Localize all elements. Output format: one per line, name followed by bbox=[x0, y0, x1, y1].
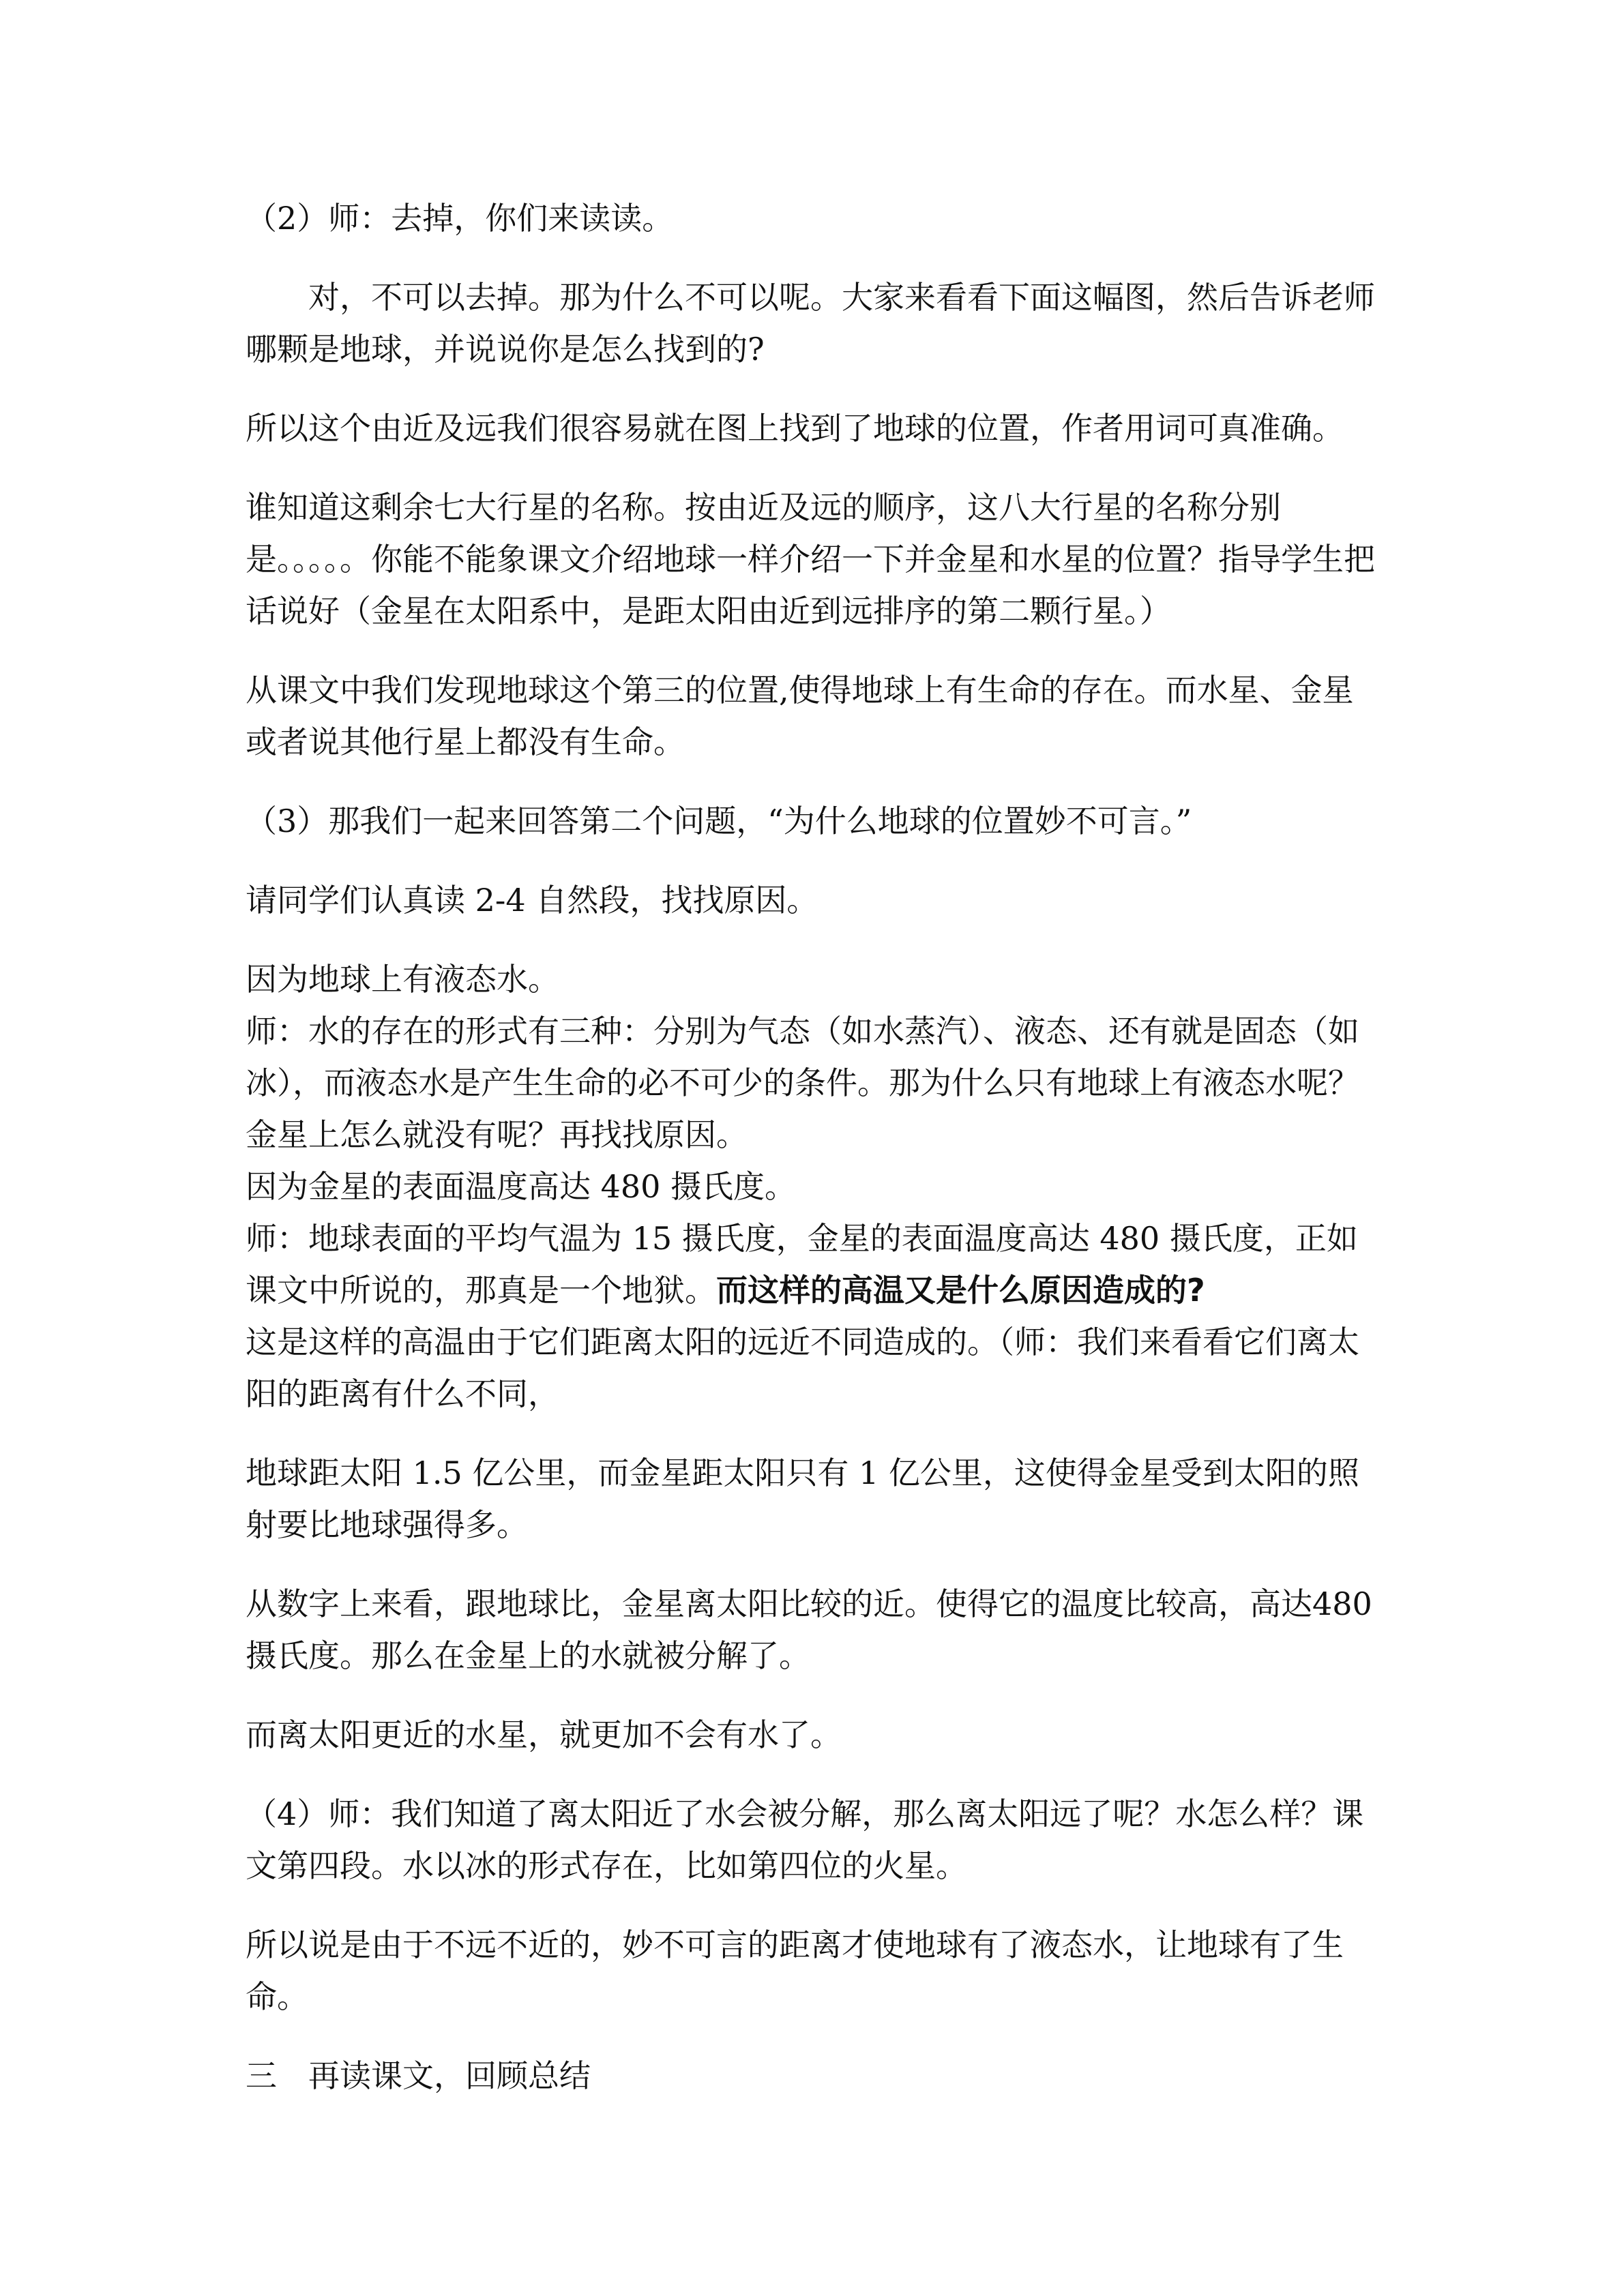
paragraph-3: 所以这个由近及远我们很容易就在图上找到了地球的位置，作者用词可真准确。 bbox=[246, 410, 1344, 447]
paragraph-10: 因为金星的表面温度高达 480 摄氏度。 bbox=[246, 1168, 797, 1205]
paragraph-8: 因为地球上有液态水。 bbox=[246, 961, 559, 998]
paragraph-14: 从数字上来看，跟地球比，金星离太阳比较的近。使得它的温度比较高，高达480 摄氏度。那么在金星上的水就被分解了。 bbox=[246, 1585, 1372, 1674]
paragraph-11-bold-question: 而这样的高温又是什么原因造成的? bbox=[716, 1272, 1205, 1309]
paragraph-16: （4）师：我们知道了离太阳近了水会被分解，那么离太阳远了呢？水怎么样？课文第四段。水以冰的形式存在，比如第四位的火星。 bbox=[246, 1795, 1364, 1884]
paragraph-2: 对，不可以去掉。那为什么不可以呢。大家来看看下面这幅图，然后告诉老师哪颗是地球，并说说你是怎么找到的? bbox=[246, 279, 1375, 368]
paragraph-5: 从课文中我们发现地球这个第三的位置,使得地球上有生命的存在。而水星、金星或者说其他行星上都没有生命。 bbox=[246, 672, 1354, 760]
document-body bbox=[246, 192, 1378, 2102]
paragraph-4: 谁知道这剩余七大行星的名称。按由近及远的顺序，这八大行星的名称分别是。。。。。你能不能象课文介绍地球一样介绍一下并金星和水星的位置？指导学生把话说好（金星在太阳系中，是距太阳由近到远排序的第二颗行星。） bbox=[246, 489, 1375, 629]
paragraph-12: 这是这样的高温由于它们距离太阳的远近不同造成的。（师：我们来看看它们离太阳的距离有什么不同， bbox=[246, 1324, 1359, 1412]
paragraph-11-text: 师：地球表面的平均气温为 15 摄氏度，金星的表面温度高达 480 摄氏度，正如课文中所说的，那真是一个地狱。 bbox=[246, 1220, 1358, 1309]
paragraph-17: 所以说是由于不远不近的，妙不可言的距离才使地球有了液态水，让地球有了生命。 bbox=[246, 1926, 1344, 2015]
paragraph-13: 地球距太阳 1.5 亿公里，而金星距太阳只有 1 亿公里，这使得金星受到太阳的照射要比地球强得多。 bbox=[246, 1455, 1359, 1543]
paragraph-11 bbox=[246, 1212, 1378, 1316]
paragraph-15: 而离太阳更近的水星，就更加不会有水了。 bbox=[246, 1716, 842, 1753]
section-heading: 三 再读课文，回顾总结 bbox=[246, 2057, 591, 2094]
paragraph-1: （2）师：去掉，你们来读读。 bbox=[246, 200, 674, 237]
paragraph-6: （3）那我们一起来回答第二个问题，“为什么地球的位置妙不可言。” bbox=[246, 803, 1192, 839]
paragraph-9: 师：水的存在的形式有三种：分别为气态（如水蒸汽）、液态、还有就是固态（如冰），而液态水是产生生命的必不可少的条件。那为什么只有地球上有液态水呢？金星上怎么就没有呢？再找找原因。 bbox=[246, 1013, 1359, 1153]
paragraph-7: 请同学们认真读 2-4 自然段，找找原因。 bbox=[246, 882, 818, 919]
